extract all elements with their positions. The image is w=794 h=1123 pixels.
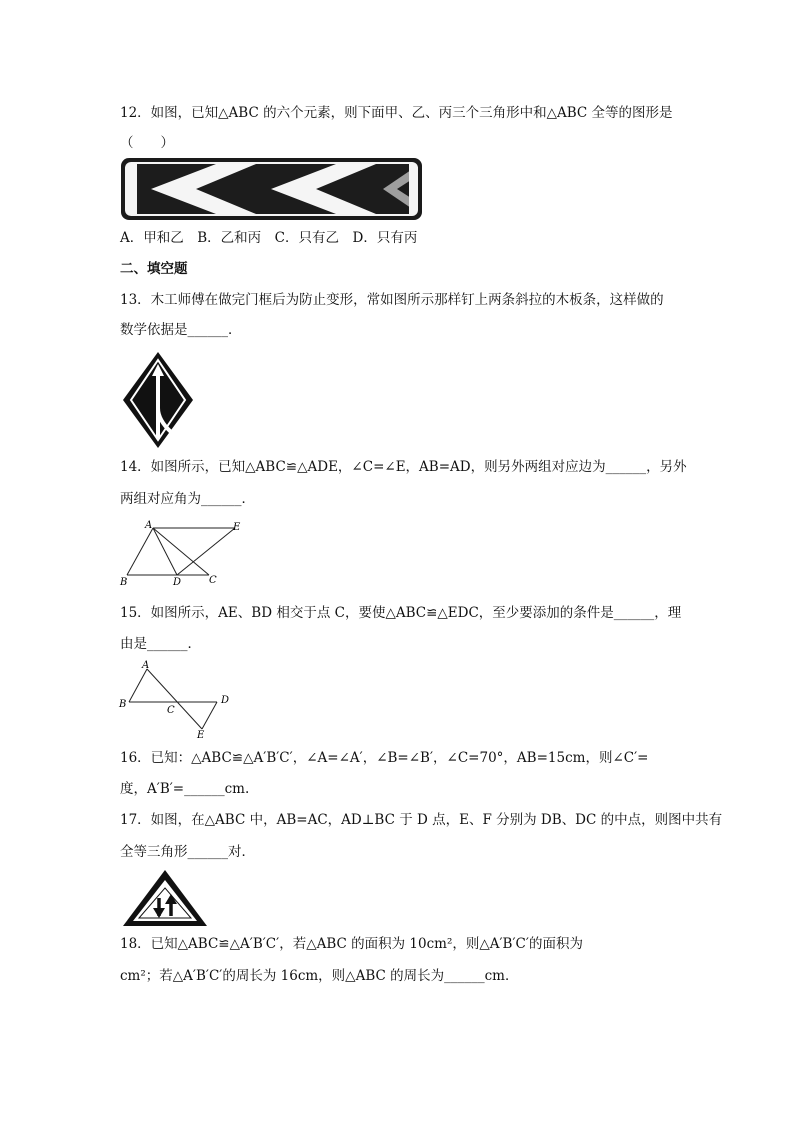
label-e: E — [233, 522, 241, 533]
label-b: B — [119, 699, 127, 710]
q12-text-line2: （ ） — [120, 135, 174, 151]
q14-triangle-figure — [117, 518, 247, 586]
label-d: D — [173, 577, 182, 586]
q13-text-line1: 13．木工师傅在做完门框后为防止变形，常如图所示那样钉上两条斜拉的木板条，这样做的 — [120, 292, 664, 308]
label-b: B — [120, 577, 128, 586]
q15-text-line1: 15．如图所示，AE、BD 相交于点 C，要使△ABC≌△EDC，至少要添加的条件是______，理 — [120, 605, 682, 621]
q12-text-line1: 12．如图，已知△ABC 的六个元素，则下面甲、乙、丙三个三角形中和△ABC 全等的图形是 — [120, 105, 673, 121]
q17-text-line2: 全等三角形______对． — [120, 844, 255, 860]
two-way-traffic-sign-image — [121, 868, 209, 928]
q16-text-line1: 16．已知：△ABC≌△A′B′C′，∠A=∠A′，∠B=∠B′，∠C=70°，AB=15cm，则∠C′= — [120, 750, 649, 766]
label-c: C — [209, 575, 217, 586]
q12-options: A．甲和乙 B．乙和丙 C．只有乙 D．只有丙 — [120, 230, 418, 246]
q13-text-line2: 数学依据是______． — [120, 322, 242, 338]
q18-text-line1: 18．已知△ABC≌△A′B′C′，若△ABC 的面积为 10cm²，则△A′B′C′的面积为 — [120, 936, 583, 952]
section-title: 二、填空题 — [120, 261, 188, 277]
q16-text-line2: 度，A′B′=______cm. — [120, 781, 250, 797]
q15-text-line2: 由是______． — [120, 636, 201, 652]
q18-text-line2: cm²；若△A′B′C′的周长为 16cm，则△ABC 的周长为______cm． — [120, 968, 519, 984]
q14-text-line1: 14．如图所示，已知△ABC≌△ADE，∠C=∠E，AB=AD，则另外两组对应边为______，另外 — [120, 459, 687, 475]
q14-text-line2: 两组对应角为______． — [120, 491, 255, 507]
q15-triangle-figure — [117, 657, 232, 739]
label-a: A — [142, 660, 150, 671]
label-a: A — [145, 520, 153, 531]
merge-traffic-sign-image — [121, 350, 195, 450]
q17-text-line1: 17．如图，在△ABC 中，AB=AC，AD⊥BC 于 D 点，E、F 分别为 DB、DC 的中点，则图中共有 — [120, 812, 723, 828]
label-d: D — [221, 695, 230, 706]
label-e: E — [197, 730, 205, 739]
label-c: C — [167, 705, 175, 716]
chevron-sign-image — [121, 158, 422, 220]
